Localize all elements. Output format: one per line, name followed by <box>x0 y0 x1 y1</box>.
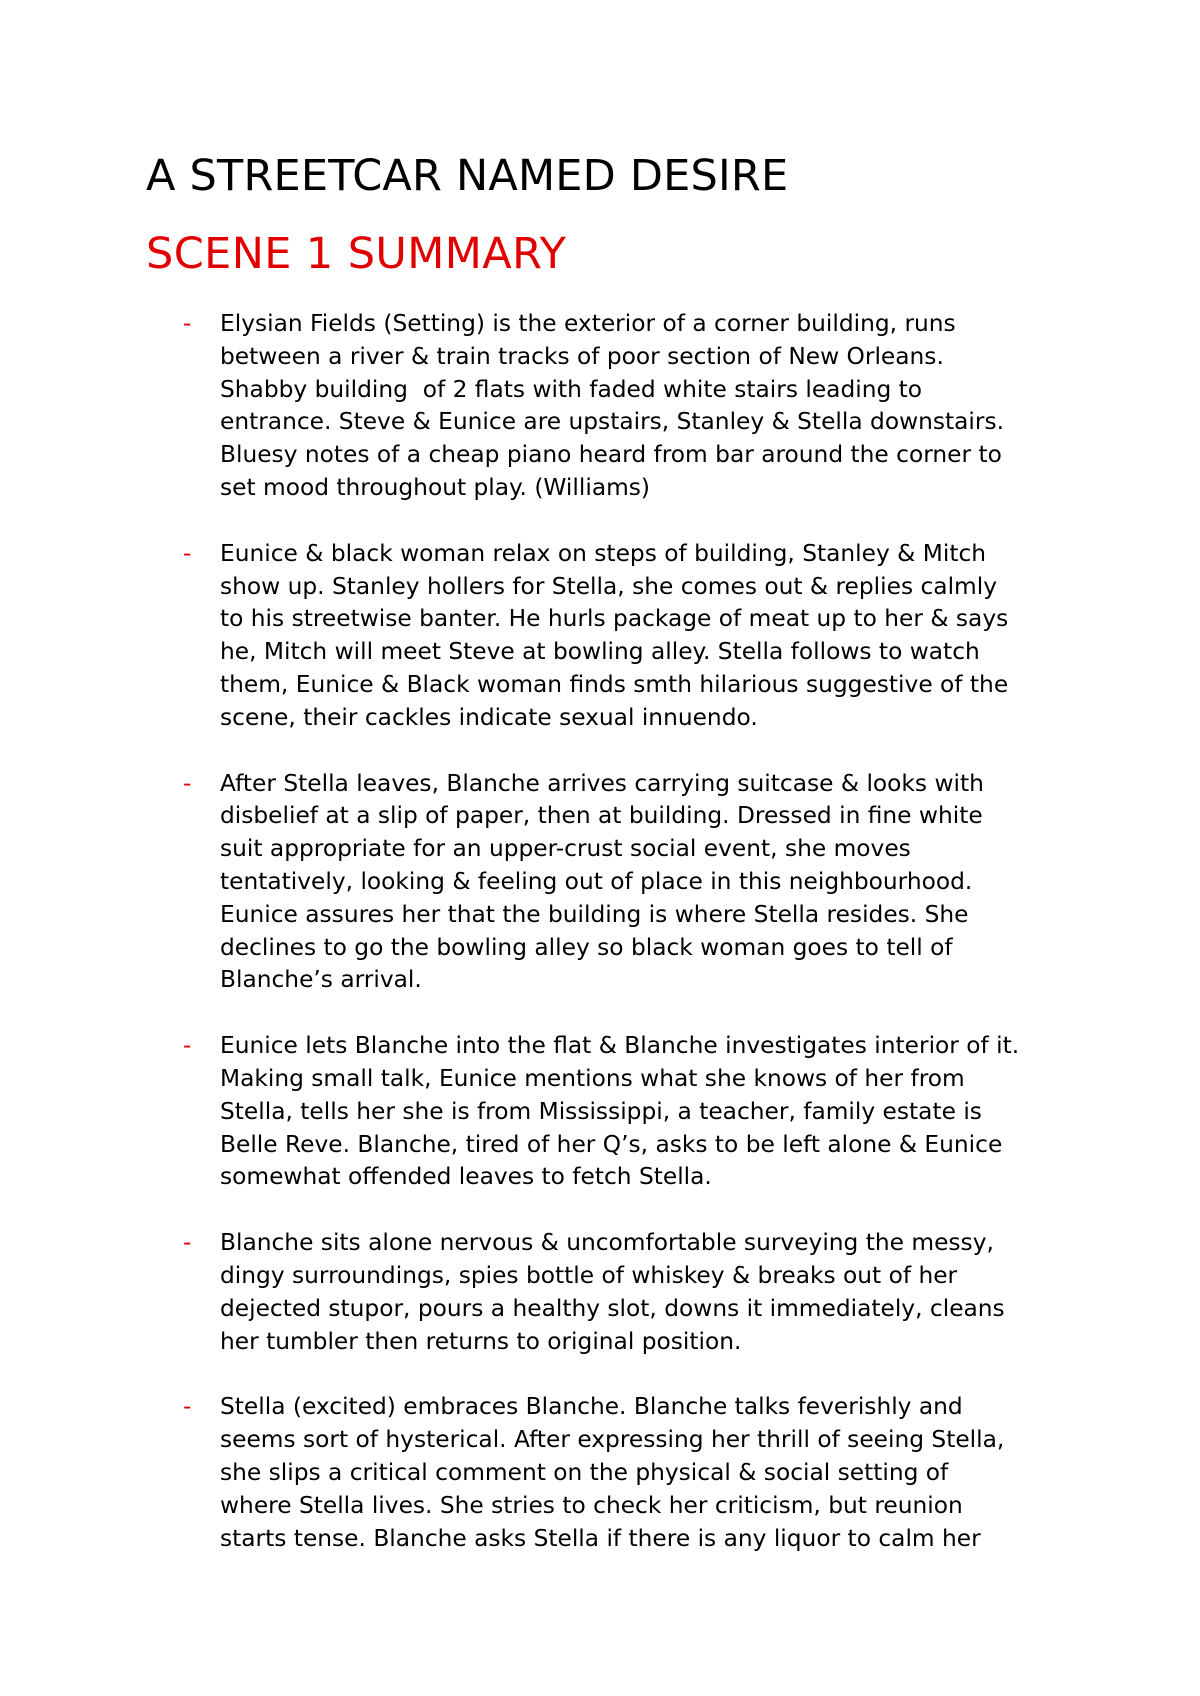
bullet-dash-icon: - <box>183 1033 192 1060</box>
summary-bullet <box>0 538 1019 735</box>
bullet-text: Eunice lets Blanche into the flat & Blanche investigates interior of it. Making small talk, Eunice mentions what she knows of her from Stella, tells her she is from Mississippi, a teacher, family estate is Belle Reve. Blanche, tired of her Q’s, asks to be left alone & Eunice somewhat offended leaves to fetch Stella. <box>220 1032 1020 1191</box>
summary-bullet <box>0 1391 1019 1555</box>
summary-bullet <box>0 1227 1019 1358</box>
bullet-text: After Stella leaves, Blanche arrives carrying suitcase & looks with disbelief at a slip of paper, then at building. Dressed in fine white suit appropriate for an upper-crust social event, she moves tentatively, looking & feeling out of place in this neighbourhood. Eunice assures her that the building is where Stella resides. She declines to go the bowling alley so black woman goes to tell of Blanche’s arrival. <box>220 769 984 994</box>
document-subtitle: SCENE 1 SUMMARY <box>146 229 567 279</box>
summary-bullet <box>0 308 1019 505</box>
summary-bullet <box>0 768 1019 998</box>
bullet-dash-icon: - <box>183 770 192 797</box>
summary-bullet-list <box>0 308 1019 1588</box>
summary-bullet <box>0 1030 1019 1194</box>
bullet-text: Blanche sits alone nervous & uncomfortable surveying the messy, dingy surroundings, spies bottle of whiskey & breaks out of her dejected stupor, pours a healthy slot, downs it immediately, cleans her tumbler then returns to original position. <box>220 1229 1005 1355</box>
bullet-text: Stella (excited) embraces Blanche. Blanche talks feverishly and seems sort of hysterical. After expressing her thrill of seeing Stella, she slips a critical comment on the physical & social setting of where Stella lives. She stries to check her criticism, but reunion starts tense. Blanche asks Stella if there is any liquor to calm her <box>220 1393 1005 1552</box>
bullet-text: Elysian Fields (Setting) is the exterior of a corner building, runs between a river & train tracks of poor section of New Orleans. Shabby building of 2 flats with faded white stairs leading to entrance. Steve & Eunice are upstairs, Stanley & Stella downstairs. Bluesy notes of a cheap piano heard from bar around the corner to set mood throughout play. (Williams) <box>220 310 1005 501</box>
document-title: A STREETCAR NAMED DESIRE <box>146 151 789 201</box>
bullet-dash-icon: - <box>183 1230 192 1257</box>
bullet-dash-icon: - <box>183 1394 192 1421</box>
bullet-text: Eunice & black woman relax on steps of building, Stanley & Mitch show up. Stanley hollers for Stella, she comes out & replies calmly to his streetwise banter. He hurls package of meat up to her & says he, Mitch will meet Steve at bowling alley. Stella follows to watch them, Eunice & Black woman finds smth hilarious suggestive of the scene, their cackles indicate sexual innuendo. <box>220 539 1009 731</box>
bullet-dash-icon: - <box>183 311 192 337</box>
bullet-dash-icon: - <box>183 540 192 567</box>
